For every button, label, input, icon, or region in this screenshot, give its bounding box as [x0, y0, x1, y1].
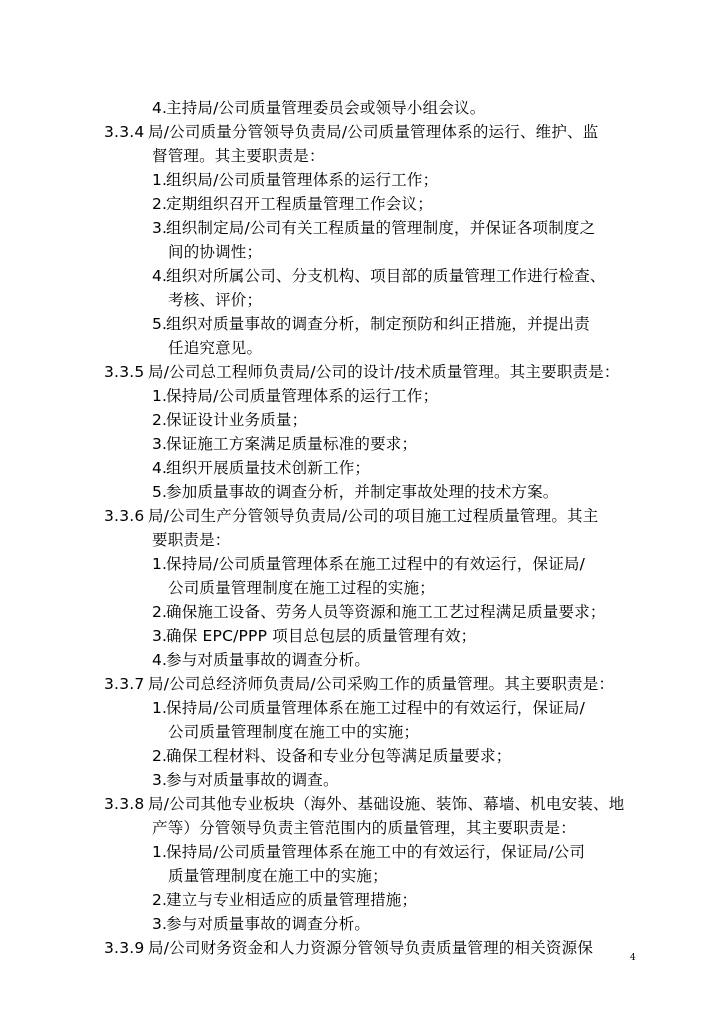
- item-number: 1.: [152, 387, 168, 405]
- list-item-line: [0, 624, 724, 648]
- list-item-line: [0, 888, 724, 912]
- line-text: 确保 EPC/PPP 项目总包层的质量管理有效；: [166, 627, 477, 645]
- line-text: 组织开展质量技术创新工作；: [166, 459, 371, 477]
- list-item-line: [0, 600, 724, 624]
- item-number: 1.: [152, 555, 168, 573]
- section-number: 3.3.7: [104, 675, 145, 693]
- line-text: 公司质量管理制度在施工过程的实施；: [168, 579, 435, 597]
- item-number: 3.: [152, 627, 168, 645]
- list-item-line: [0, 216, 724, 240]
- item-number: 5.: [152, 315, 168, 333]
- section-heading-line: [0, 672, 724, 696]
- line-text: 保证施工方案满足质量标准的要求；: [166, 435, 418, 453]
- list-item-line: [0, 552, 724, 576]
- item-number: 5.: [152, 483, 168, 501]
- section-continuation-line: [0, 144, 724, 168]
- list-item-line: [0, 192, 724, 216]
- line-text: 公司质量管理制度在施工中的实施；: [168, 723, 420, 741]
- section-number: 3.3.4: [104, 123, 145, 141]
- line-text: 参与对质量事故的调查。: [166, 771, 339, 789]
- section-number: 3.3.6: [104, 507, 145, 525]
- line-text: 定期组织召开工程质量管理工作会议；: [166, 195, 433, 213]
- line-text: 考核、评价；: [168, 291, 263, 309]
- line-text: 保持局/公司质量管理体系在施工过程中的有效运行，保证局/: [166, 699, 586, 717]
- item-number: 2.: [152, 747, 168, 765]
- item-number: 3.: [152, 771, 168, 789]
- list-item-line: [0, 480, 724, 504]
- item-number: 1.: [152, 843, 168, 861]
- list-item-line: [0, 312, 724, 336]
- line-text: 组织局/公司质量管理体系的运行工作；: [166, 171, 439, 189]
- section-heading-line: [0, 936, 724, 960]
- section-continuation-line: [0, 528, 724, 552]
- line-text: 组织制定局/公司有关工程质量的管理制度，并保证各项制度之: [166, 219, 596, 237]
- list-item-continuation-line: [0, 240, 724, 264]
- line-text: 保持局/公司质量管理体系在施工过程中的有效运行，保证局/: [166, 555, 586, 573]
- line-text: 参加质量事故的调查分析，并制定事故处理的技术方案。: [166, 483, 559, 501]
- line-text: 局/公司总经济师负责局/公司采购工作的质量管理。其主要职责是：: [148, 675, 615, 693]
- list-item-continuation-line: [0, 576, 724, 600]
- line-text: 组织对质量事故的调查分析，制定预防和纠正措施，并提出责: [166, 315, 590, 333]
- section-heading-line: [0, 504, 724, 528]
- line-text: 建立与专业相适应的质量管理措施；: [166, 891, 418, 909]
- item-number: 2.: [152, 411, 168, 429]
- line-text: 局/公司质量分管领导负责局/公司质量管理体系的运行、维护、监: [148, 123, 599, 141]
- line-text: 质量管理制度在施工中的实施；: [168, 867, 388, 885]
- line-text: 督管理。其主要职责是：: [152, 147, 325, 165]
- list-item-line: [0, 744, 724, 768]
- line-text: 任追究意见。: [168, 339, 263, 357]
- line-text: 保持局/公司质量管理体系的运行工作；: [166, 387, 439, 405]
- item-number: 3.: [152, 435, 168, 453]
- line-text: 局/公司总工程师负责局/公司的设计/技术质量管理。其主要职责是：: [148, 363, 620, 381]
- line-text: 保证设计业务质量；: [166, 411, 308, 429]
- item-number: 1.: [152, 699, 168, 717]
- list-item-line: [0, 768, 724, 792]
- list-item-line: [0, 264, 724, 288]
- line-text: 参与对质量事故的调查分析。: [166, 915, 371, 933]
- section-continuation-line: [0, 816, 724, 840]
- item-number: 4.: [152, 651, 168, 669]
- section-heading-line: [0, 120, 724, 144]
- list-item-line: [0, 648, 724, 672]
- item-number: 2.: [152, 195, 168, 213]
- section-heading-line: [0, 360, 724, 384]
- line-text: 保持局/公司质量管理体系在施工中的有效运行，保证局/公司: [166, 843, 586, 861]
- line-text: 确保施工设备、劳务人员等资源和施工工艺过程满足质量要求；: [166, 603, 606, 621]
- line-text: 间的协调性；: [168, 243, 263, 261]
- page-number: 4: [630, 953, 636, 963]
- document-body: [0, 96, 724, 960]
- list-item-line: [0, 96, 724, 120]
- line-text: 确保工程材料、设备和专业分包等满足质量要求；: [166, 747, 512, 765]
- item-number: 1.: [152, 171, 168, 189]
- section-number: 3.3.8: [104, 795, 145, 813]
- list-item-line: [0, 696, 724, 720]
- line-text: 要职责是：: [152, 531, 231, 549]
- item-number: 4.: [152, 459, 168, 477]
- item-number: 2.: [152, 891, 168, 909]
- list-item-continuation-line: [0, 864, 724, 888]
- line-text: 参与对质量事故的调查分析。: [166, 651, 371, 669]
- list-item-line: [0, 912, 724, 936]
- line-text: 主持局/公司质量管理委员会或领导小组会议。: [166, 99, 486, 117]
- list-item-continuation-line: [0, 720, 724, 744]
- line-text: 局/公司其他专业板块（海外、基础设施、装饰、幕墙、机电安装、地: [148, 795, 625, 813]
- list-item-line: [0, 456, 724, 480]
- list-item-continuation-line: [0, 336, 724, 360]
- section-heading-line: [0, 792, 724, 816]
- list-item-line: [0, 384, 724, 408]
- line-text: 局/公司生产分管领导负责局/公司的项目施工过程质量管理。其主: [148, 507, 599, 525]
- line-text: 局/公司财务资金和人力资源分管领导负责质量管理的相关资源保: [148, 939, 594, 957]
- item-number: 4.: [152, 267, 168, 285]
- item-number: 4.: [152, 99, 168, 117]
- list-item-line: [0, 432, 724, 456]
- line-text: 组织对所属公司、分支机构、项目部的质量管理工作进行检查、: [166, 267, 606, 285]
- item-number: 3.: [152, 219, 168, 237]
- line-text: 产等）分管领导负责主管范围内的质量管理，其主要职责是：: [152, 819, 576, 837]
- list-item-line: [0, 840, 724, 864]
- item-number: 3.: [152, 915, 168, 933]
- list-item-line: [0, 408, 724, 432]
- section-number: 3.3.5: [104, 363, 145, 381]
- list-item-continuation-line: [0, 288, 724, 312]
- section-number: 3.3.9: [104, 939, 145, 957]
- list-item-line: [0, 168, 724, 192]
- item-number: 2.: [152, 603, 168, 621]
